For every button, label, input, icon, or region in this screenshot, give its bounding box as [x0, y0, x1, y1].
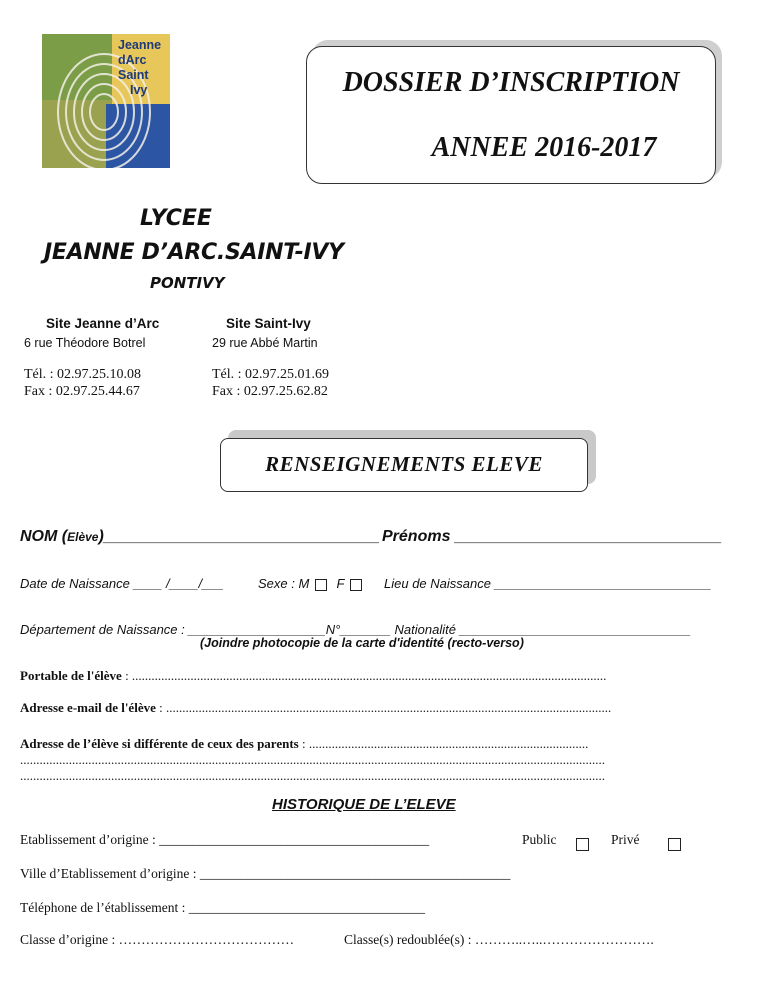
classe-origine-field[interactable]: Classe d’origine : …………………………………	[20, 932, 295, 947]
school-year: ANNEE 2016-2017	[431, 132, 657, 163]
adresse-dots: : ......................................................................................	[298, 736, 589, 751]
adresse-line[interactable]: ....................................................................................................................................................................................	[20, 752, 605, 767]
adresse-line[interactable]: ....................................................................................................................................................................................	[20, 768, 605, 783]
lieu-field[interactable]: Lieu de Naissance ______________________________	[384, 576, 712, 591]
sexe-f-label: F	[336, 576, 345, 591]
school-city: PONTIVY	[150, 274, 225, 292]
sexe-m-checkbox[interactable]	[315, 579, 327, 591]
sexe-f-checkbox[interactable]	[350, 579, 362, 591]
site2-address: 29 rue Abbé Martin	[212, 336, 318, 350]
sexe-label: Sexe : M	[258, 576, 310, 591]
school-name: JEANNE D’ARC.SAINT-IVY	[44, 240, 344, 265]
departement-row[interactable]: Département de Naissance : ___________________N°_______ Nationalité ________________________________	[20, 622, 691, 637]
logo-text-line: Ivy	[130, 83, 148, 97]
ville-field[interactable]: Ville d’Etablissement d’origine : ______________________________________________	[20, 866, 511, 881]
section-header-box	[220, 438, 588, 492]
site2-fax: Fax : 02.97.25.62.82	[212, 384, 328, 399]
site1-address: 6 rue Théodore Botrel	[24, 336, 146, 350]
public-checkbox[interactable]	[576, 838, 589, 851]
site1-name: Site Jeanne d’Arc	[46, 316, 160, 331]
site2-name: Site Saint-Ivy	[226, 316, 311, 331]
nom-field[interactable]: )_______________________________	[98, 528, 380, 545]
email-row[interactable]	[20, 700, 611, 716]
nom-label: NOM (	[20, 528, 68, 545]
document-title: DOSSIER D’INSCRIPTION	[342, 67, 680, 98]
logo-text-line: dArc	[118, 53, 147, 67]
adresse-label: Adresse de l’élève si différente de ceux des parents	[20, 736, 299, 751]
site1-fax: Fax : 02.97.25.44.67	[24, 384, 140, 399]
email-label: Adresse e-mail de l'élève	[20, 700, 156, 715]
portable-dots: : ..................................................................................................................................................	[121, 668, 607, 683]
site1-tel: Tél. : 02.97.25.10.08	[24, 367, 142, 382]
etablissement-field[interactable]: Etablissement d’origine : ________________________________________	[20, 832, 430, 847]
school-type: LYCEE	[140, 206, 212, 231]
prive-label: Privé	[611, 832, 640, 847]
classe-redoublee-field[interactable]: Classe(s) redoublée(s) : ………..…..…………………….	[344, 932, 654, 947]
email-dots: : .........................................................................................................................................	[155, 700, 612, 715]
public-label: Public	[522, 832, 557, 847]
logo-text-line: Jeanne	[118, 38, 162, 52]
dob-field[interactable]: Date de Naissance ____ /____/___	[20, 576, 224, 591]
prenoms-field[interactable]: Prénoms ______________________________	[382, 528, 722, 545]
adresse-row[interactable]	[20, 736, 588, 752]
sexe-row	[258, 576, 362, 591]
title-box	[306, 46, 716, 184]
site2-tel: Tél. : 02.97.25.01.69	[212, 367, 330, 382]
school-logo	[42, 34, 170, 168]
logo-text-line: Saint	[118, 68, 149, 82]
portable-row[interactable]	[20, 668, 606, 684]
joindre-note: (Joindre photocopie de la carte d'identité (recto-verso)	[200, 636, 524, 650]
telephone-field[interactable]: Téléphone de l’établissement : ___________________________________	[20, 900, 425, 915]
nom-row	[20, 528, 380, 546]
portable-label: Portable de l'élève	[20, 668, 122, 683]
nom-sub: Elève	[67, 530, 99, 544]
section-title: RENSEIGNEMENTS ELEVE	[265, 452, 543, 476]
prive-checkbox[interactable]	[668, 838, 681, 851]
history-section-title: HISTORIQUE DE L’ELEVE	[272, 796, 456, 813]
